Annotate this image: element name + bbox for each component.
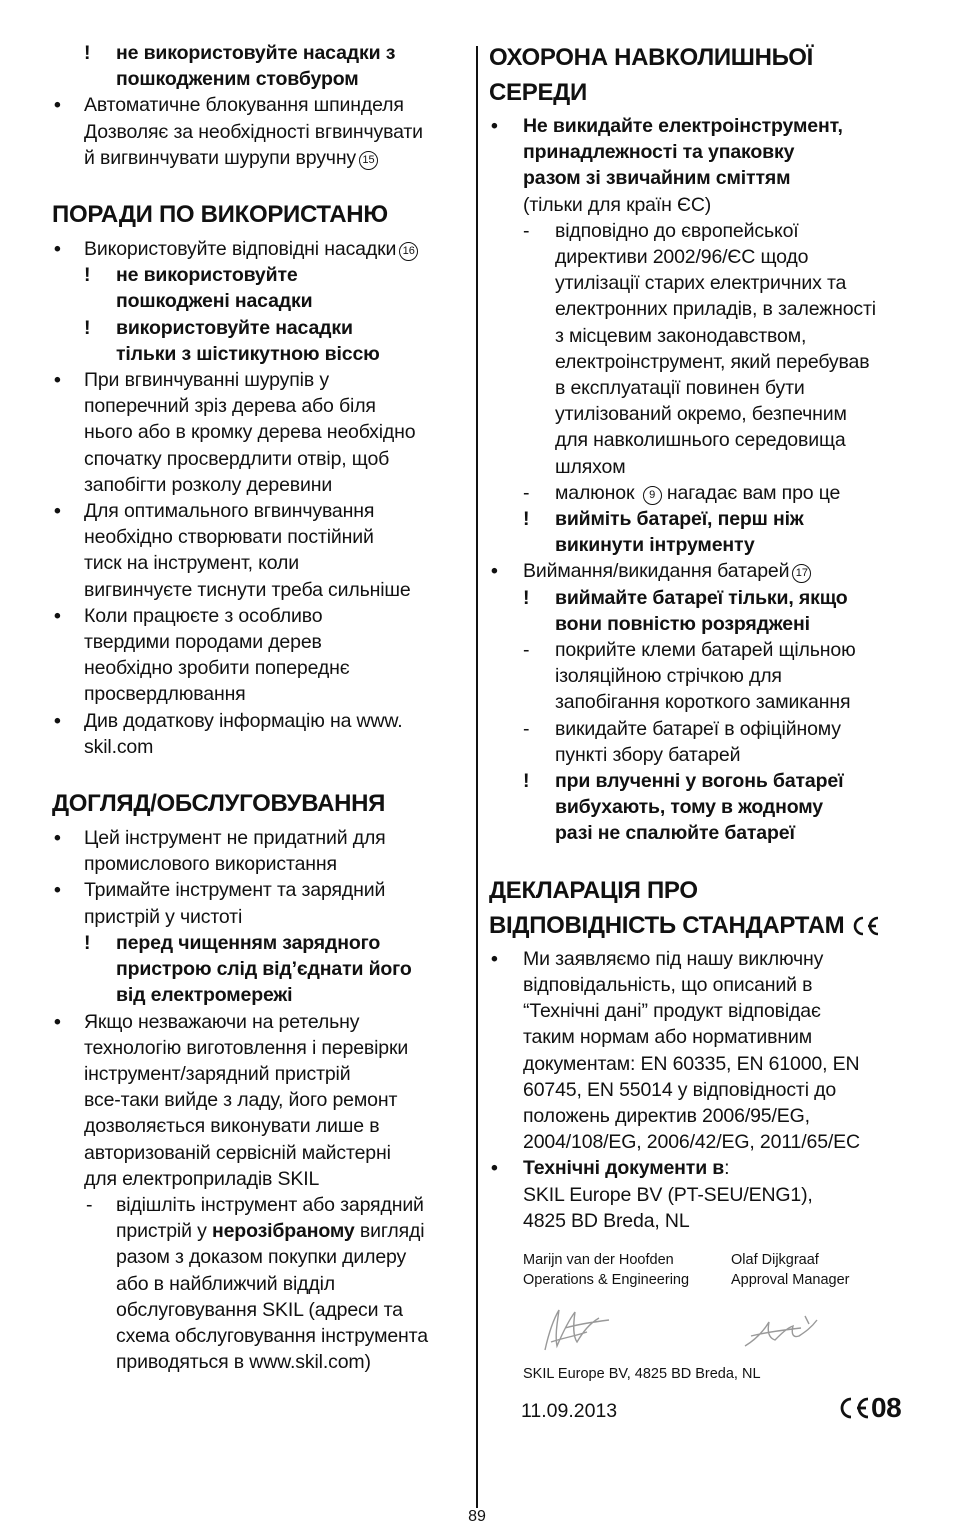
dash-item: - відішліть інструмент або зарядний (86, 1193, 424, 1216)
environment-section: • Не викидайте електроінструмент, принадлежності та упаковку разом зі звичайним сміттям (тільки для країн ЄС) - відповідно до європейської директиви 2002/96/ЄС щодо утилізації старих електричних та електронних приладів, в залежності з місцевим законодавством, електроінструмент, який перебував в експлуатації повинен бути утилізований окремо, безпечним для навколишнього середовища шляхом - малюнок 9 нагадає вам про це ! вийміть батареї, перш ніж викинути інтрументу • Виймання/викидання батарей 17 ! виймайте батареї тільки, якщо вони повністю розряджені - покрийте клеми батарей щільною ізоляційною стрічкою для запобігання короткого замикання - викидайте батареї в офіційному пункті збору батарей ! при влученні у вогонь батареї вибухають, тому в жодному разі не спалюйте батареї (489, 113, 909, 847)
reference-number: 9 (643, 486, 662, 505)
ce-year: 08 (871, 1391, 902, 1423)
page-number: 89 (468, 1508, 486, 1525)
dash-item: - покрийте клеми батарей щільною (523, 639, 856, 662)
ce-mark-icon (850, 915, 882, 937)
bullet-item: • Виймання/викидання батарей 17 (489, 558, 909, 584)
signatures (489, 1292, 909, 1364)
signature-image (539, 1302, 619, 1358)
bullet-item: • Тримайте інструмент та зарядний (54, 879, 386, 902)
signatory-role: Operations & Engineering (523, 1271, 690, 1288)
warning-item: ! при влученні у вогонь батареї (523, 770, 844, 793)
signatory-role: Approval Manager (731, 1271, 850, 1288)
section-heading-declaration: ДЕКЛАРАЦІЯ ПРО (489, 876, 698, 904)
bullet-item: • Для оптимального вгвинчування (54, 500, 375, 523)
care-section: • Цей інструмент не придатний для промислового використання • Тримайте інструмент та зарядний пристрій у чистоті ! перед чищенням зарядного пристрою слід від’єднати його від електромережі • Якщо незважаючи на ретельну технологію виготовлення і перевірки інструмент/зарядний пристрій все-таки вийде з ладу, його ремонт дозволяється виконувати лише в авторизованій сервісній майстерні для електроприладів SKIL - відішліть інструмент або зарядний пристрій у нерозібраному вигляді разом з доказом покупки дилеру або в найближчий відділ обслуговування SKIL (адреси та схема обслуговування інструмента приводяться в www.skil.com) (52, 825, 464, 1375)
ce-mark-icon (837, 1395, 871, 1421)
warning-item: ! вийміть батареї, перш ніж (523, 508, 804, 531)
bullet-item: • Технічні документи в: (491, 1157, 730, 1180)
signatories (489, 1250, 909, 1292)
reference-number: 16 (399, 242, 418, 261)
declaration-date: 11.09.2013 (521, 1399, 618, 1422)
left-column (52, 40, 464, 1375)
bullet-item: • Якщо незважаючи на ретельну (54, 1010, 360, 1033)
section-heading-environment: ОХОРОНА НАВКОЛИШНЬОЇ (489, 44, 813, 71)
reference-number: 17 (792, 564, 811, 583)
bullet-item: • Див додаткову інформацію на www. (54, 709, 403, 732)
bullet-item: • Цей інструмент не придатний для (54, 827, 386, 850)
bullet-item: • Не викидайте електроінструмент, (491, 115, 843, 137)
dash-item: - викидайте батареї в офіційному (523, 717, 841, 740)
warning-item: ! не використовуйте насадки з (84, 42, 396, 64)
warning-item: ! виймайте батареї тільки, якщо (523, 586, 848, 609)
warning-item: ! використовуйте насадки (84, 316, 353, 339)
warning-item: ! перед чищенням зарядного (84, 931, 381, 954)
declaration-section: • Ми заявляємо під нашу виключну відповідальність, що описаний в “Технічні дані” продукт відповідає таким нормам або нормативним документам: EN 60335, EN 61000, EN 60745, EN 55014 у відповідності до положень директив 2006/95/EG, 2004/108/EG, 2006/42/EG, 2011/65/EC • Технічні документи в: SKIL Europe BV (PT-SEU/ENG1), 4825 BD Breda, NL Marijn van der Hoofden Operations & Engineering Olaf Dijkgraaf Approval Manager SKIL Europe BV, 4825 BD Breda, NL 11.09.2013 08 (489, 946, 909, 1432)
section-heading-care: ДОГЛЯД/ОБСЛУГОВУВАННЯ (52, 790, 386, 818)
bullet-item: • При вгвинчуванні шурупів у (54, 369, 329, 392)
signatory-name: Marijn van der Hoofden (523, 1251, 674, 1268)
tips-section: • Використовуйте відповідні насадки 16 ! не використовуйте пошкоджені насадки ! використовуйте насадки тільки з шістикутною віссю • При вгвинчуванні шурупів у поперечний зріз дерева або біля нього або в кромку дерева необхідно спочатку просвердлити отвір, щоб запобігти розколу деревини • Для оптимального вгвинчування необхідно створювати постійний тиск на інструмент, коли вигвинчуєте тиснути треба сильніше • Коли працюєте з особливо твердими породами дерев необхідно зробити попереднє просвердлювання • Див додаткову інформацію на www. skil.com (52, 236, 464, 760)
section-heading-tips: ПОРАДИ ПО ВИКОРИСТАНЮ (52, 201, 388, 229)
dash-item: - малюнок 9 нагадає вам про це (523, 481, 841, 504)
signatory-name: Olaf Dijkgraaf (731, 1251, 819, 1268)
signature-image (741, 1310, 821, 1354)
company-address: SKIL Europe BV, 4825 BD Breda, NL (523, 1365, 761, 1382)
bullet-item: • Автоматичне блокування шпинделя (54, 94, 404, 117)
intro-section: ! не використовуйте насадки з пошкодженим стовбуром • Автоматичне блокування шпинделя Дозволяє за необхідності вгвинчувати й вигвинчувати шурупи вручну 15 (52, 40, 464, 171)
column-divider (476, 46, 478, 1508)
bullet-item: • Коли працюєте з особливо (54, 604, 323, 627)
reference-number: 15 (359, 151, 378, 170)
right-column: ОХОРОНА НАВКОЛИШНЬОЇ СЕРЕДИ • Не викидайте електроінструмент, принадлежності та упаковку разом зі звичайним сміттям (тільки для країн ЄС) - відповідно до європейської директиви 2002/96/ЄС щодо утилізації старих електричних та електронних приладів, в залежності з місцевим законодавством, електроінструмент, який перебував в експлуатації повинен бути утилізований окремо, безпечним для навколишнього середовища шляхом - малюнок 9 нагадає вам про це ! вийміть батареї, перш ніж викинути інтрументу • Виймання/викидання батарей 17 ! виймайте батареї тільки, якщо вони повністю розряджені - покрийте клеми батарей щільною ізоляційною стрічкою для запобігання короткого замикання - викидайте батареї в офіційному пункті збору батарей ! при влученні у вогонь батареї вибухають, тому в жодному разі не спалюйте батареї ДЕКЛАРАЦІЯ ПРО ВІДПОВІДНІСТЬ СТАНДАРТАМ • Ми заявляємо під нашу виключну відповідальність, що описаний в “Технічні дані” продукт відповідає таким нормам або нормативним документам: EN 60335, EN 61000, EN 60745, EN 55014 у відповідності до положень директив 2006/95/EG, 2004/108/EG, 2006/42/EG, 2011/65/EC • Технічні документи в: SKIL Europe BV (PT-SEU/ENG1), 4825 BD Breda, NL Marijn van der Hoofden Operations & Engineering Olaf Dijkgraaf Approval Manager SKIL Europe BV, 4825 BD Breda, NL 11.09.2013 08 (489, 40, 909, 1432)
warning-item: ! не використовуйте (84, 264, 298, 287)
bullet-item: • Використовуйте відповідні насадки 16 (52, 236, 464, 262)
ce-marking (837, 1392, 901, 1424)
dash-item: - відповідно до європейської (523, 219, 799, 242)
bullet-item: • Ми заявляємо під нашу виключну (491, 947, 824, 970)
